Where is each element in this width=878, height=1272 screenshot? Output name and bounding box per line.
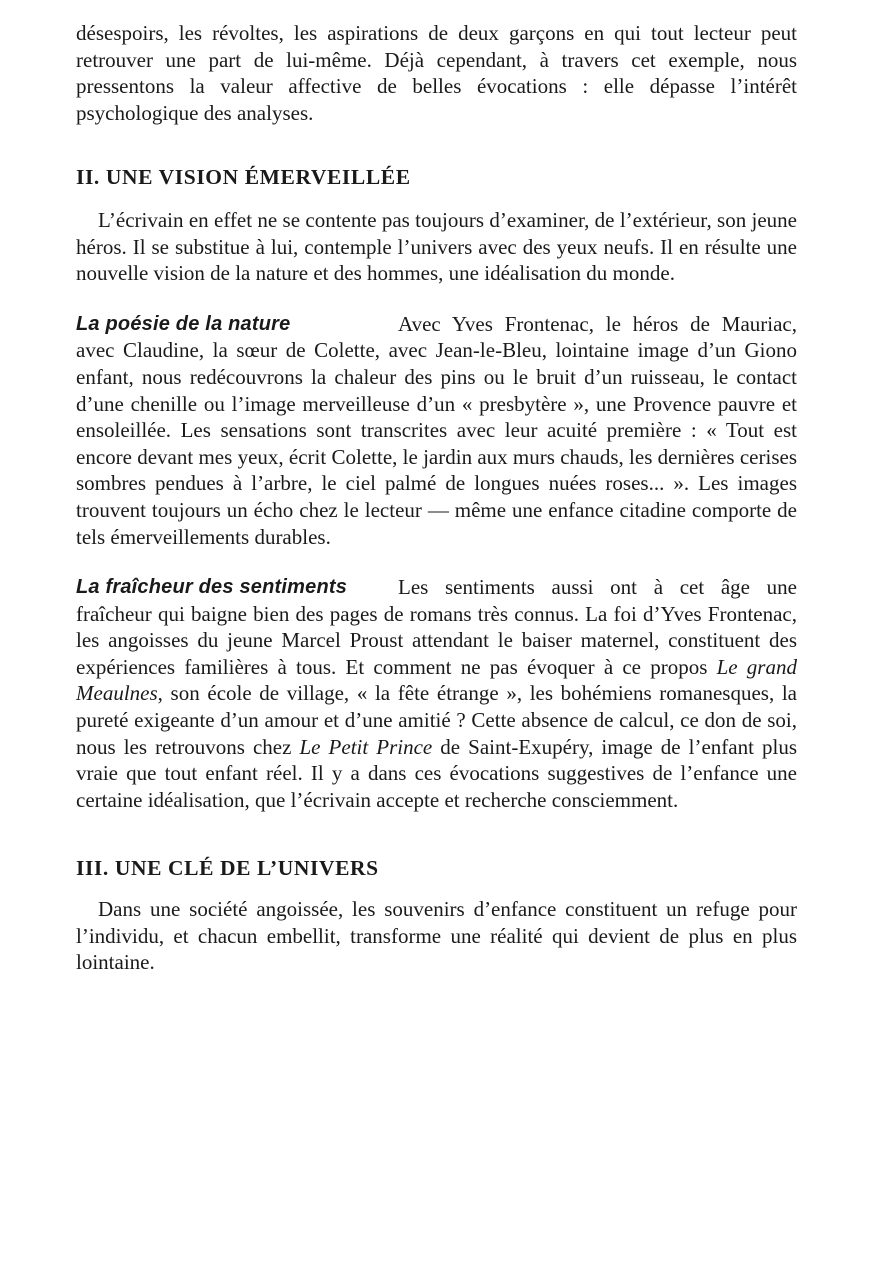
subsection-fraicheur — [76, 574, 797, 813]
document-page — [76, 20, 797, 976]
book-title-petit-prince: Le Petit Prince — [299, 734, 433, 759]
section-heading-vision: II. UNE VISION ÉMERVEILLÉE — [76, 165, 411, 190]
subsection-title-fraicheur: La fraîcheur des sentiments — [76, 576, 348, 599]
section-cle-paragraph: Dans une société angoissée, les souvenirs d’enfance constituent un refuge pour l’individu, et chacun embellit, transforme une réalité qui devient de plus en plus lointaine. — [76, 897, 797, 975]
fraicheur-text-part-2: , son école de village, « la fête étrange », les bohémiens romanesques, la pureté exigeante d’un amour et d’une amitié ? Cette absence de calcul, ce don de soi, nous les retrouvons chez — [76, 681, 797, 759]
section-vision-paragraph: L’écrivain en effet ne se contente pas toujours d’examiner, de l’extérieur, son jeune héros. Il se substitue à lui, contemple l’univers avec des yeux neufs. Il en résulte une nouvelle vision de la nature et des hommes, une idéalisation du monde. — [76, 207, 797, 286]
subsection-title-nature: La poésie de la nature — [76, 312, 291, 335]
subsection-nature — [76, 311, 797, 550]
fraicheur-text-part-1: Les sentiments aussi ont à cet âge une fraîcheur qui baigne bien des pages de romans très connus. La foi d’Yves Frontenac, les angoisses du jeune Marcel Proust attendant le baiser maternel, constituent des expériences familières à tous. Et comment ne pas évoquer à ce propos — [76, 575, 797, 679]
subsection-fraicheur-text — [76, 574, 797, 813]
book-title-grand-meaulnes: Le grand Meaulnes — [76, 654, 797, 706]
section-heading-cle: III. UNE CLÉ DE L’UNIVERS — [76, 856, 379, 881]
intro-paragraph: désespoirs, les révoltes, les aspirations de deux garçons en qui tout lecteur peut retrouver une part de lui-même. Déjà cependant, à travers cet exemple, nous pressentons la valeur affective de belles évocations : elle dépasse l’intérêt psychologique des analyses. — [76, 21, 797, 125]
fraicheur-text-part-3: de Saint-Exupéry, image de l’enfant plus vraie que tout enfant réel. Il y a dans ces évocations suggestives de l’enfance une certaine idéalisation, que l’écrivain accepte et recherche consciemment. — [76, 734, 797, 812]
subsection-nature-text: Avec Yves Frontenac, le héros de Mauriac, avec Claudine, la sœur de Colette, avec Jean-le-Bleu, lointaine image d’un Giono enfant, nous redécouvrons la chaleur des pins ou le bruit d’un ruisseau, le contact d’une chenille ou l’image merveilleuse d’un « presbytère », une Provence pauvre et ensoleillée. Les sensations sont transcrites avec leur acuité première : « Tout est encore devant mes yeux, écrit Colette, le jardin aux murs chauds, les dernières cerises sombres pendues à l’arbre, le ciel palmé de longues nuées roses... ». Les images trouvent toujours un écho chez le lecteur — même une enfance citadine comporte de tels émerveillements durables. — [76, 311, 797, 549]
